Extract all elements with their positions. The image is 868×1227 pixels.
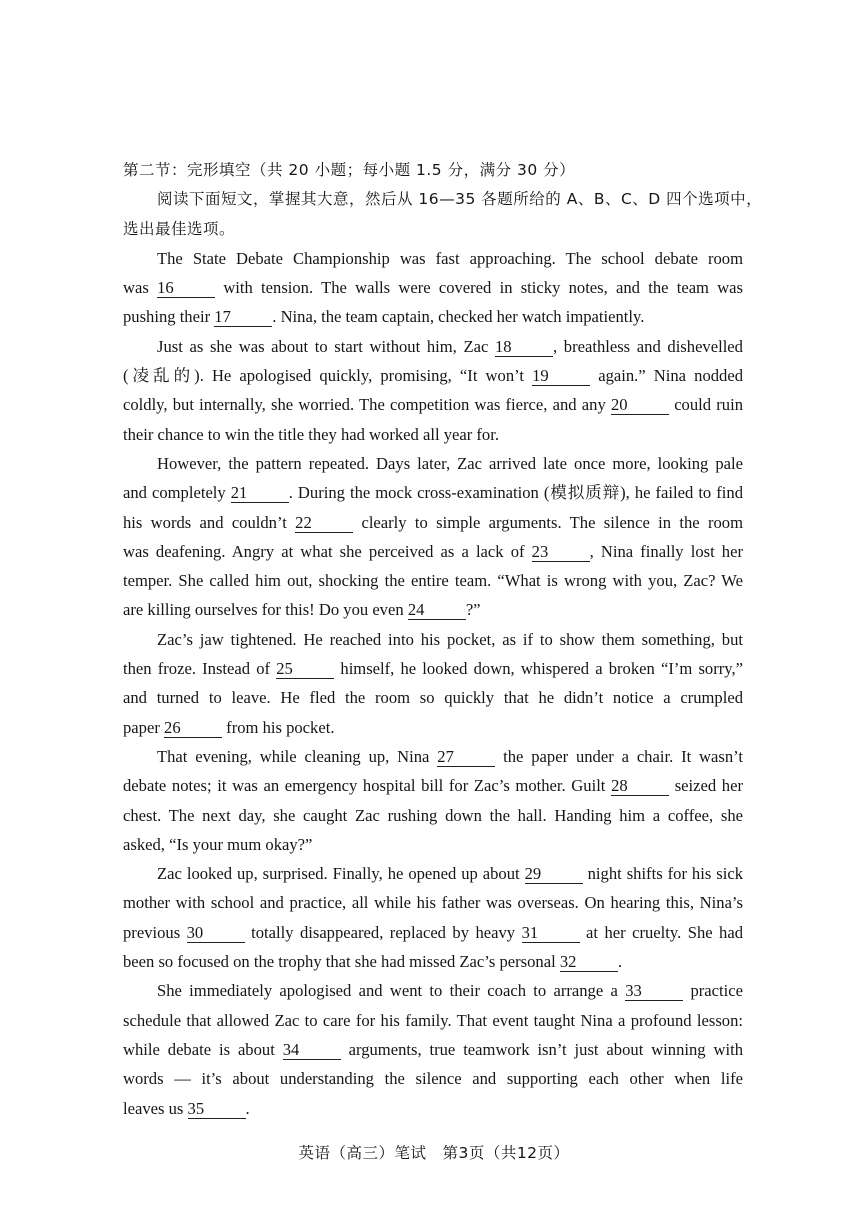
passage-line: coldly, but internally, she worried. The competition was fierce, and any 20 could ruin <box>123 395 743 415</box>
blank-35: 35 <box>188 1100 246 1119</box>
blank-18: 18 <box>495 338 553 357</box>
passage-line: their chance to win the title they had worked all year for. <box>123 424 499 444</box>
blank-26: 26 <box>164 719 222 738</box>
passage-line: asked, “Is your mum okay?” <box>123 834 313 854</box>
passage-line: and turned to leave. He fled the room so quickly that he didn’t notice a crumpled <box>123 688 743 708</box>
blank-20: 20 <box>611 396 669 415</box>
passage-line: while debate is about 34 arguments, true teamwork isn’t just about winning with <box>123 1039 743 1059</box>
passage-line: schedule that allowed Zac to care for his family. That event taught Nina a profound lesson: <box>123 1010 743 1030</box>
blank-24: 24 <box>408 601 466 620</box>
passage-line: been so focused on the trophy that she had missed Zac’s personal 32 . <box>123 952 623 972</box>
passage-line: are killing ourselves for this! Do you even 24 ?” <box>123 600 481 620</box>
passage-line: pushing their 17 . Nina, the team captain, checked her watch impatiently. <box>123 307 645 327</box>
page-footer: 英语（高三）笔试 第3页（共12页） <box>298 1144 570 1162</box>
passage-line: previous 30 totally disappeared, replaced by heavy 31 at her cruelty. She had <box>123 922 744 942</box>
passage-line: paper 26 from his pocket. <box>123 717 335 737</box>
passage-line: (凌乱的). He apologised quickly, promising, “It won’t 19 again.” Nina nodded <box>123 366 743 386</box>
passage-line: words — it’s about understanding the silence and supporting each other when life <box>123 1069 743 1089</box>
passage-line: was 16 with tension. The walls were covered in sticky notes, and the team was <box>123 278 744 298</box>
passage-line: Zac looked up, surprised. Finally, he opened up about 29 night shifts for his sick <box>157 864 744 884</box>
blank-25: 25 <box>276 660 334 679</box>
blank-27: 27 <box>437 748 495 767</box>
cloze-section <box>123 156 763 1123</box>
blank-23: 23 <box>532 543 590 562</box>
passage-line: She immediately apologised and went to their coach to arrange a 33 practice <box>157 981 743 1001</box>
blank-34: 34 <box>283 1041 341 1060</box>
instruction-line: 阅读下面短文，掌握其大意，然后从 16—35 各题所给的 A、B、C、D 四个选项中， <box>157 190 763 209</box>
passage-line: mother with school and practice, all while his father was overseas. On hearing this, Nina’s <box>123 893 743 913</box>
passage-line: The State Debate Championship was fast approaching. The school debate room <box>157 248 743 268</box>
passage-line: That evening, while cleaning up, Nina 27 the paper under a chair. It wasn’t <box>157 746 743 766</box>
blank-28: 28 <box>611 777 669 796</box>
blank-30: 30 <box>187 924 245 943</box>
passage-line: and completely 21 . During the mock cross-examination (模拟质辩), he failed to find <box>123 483 743 503</box>
blank-17: 17 <box>214 308 272 327</box>
blank-29: 29 <box>525 865 583 884</box>
passage-line: Just as she was about to start without him, Zac 18 , breathless and dishevelled <box>157 336 743 356</box>
blank-31: 31 <box>522 924 580 943</box>
blank-22: 22 <box>295 514 353 533</box>
blank-21: 21 <box>231 484 289 503</box>
passage-line: debate notes; it was an emergency hospital bill for Zac’s mother. Guilt 28 seized her <box>123 776 743 796</box>
passage-line: was deafening. Angry at what she perceived as a lack of 23 , Nina finally lost her <box>123 541 743 561</box>
blank-33: 33 <box>625 982 683 1001</box>
passage-line: leaves us 35 . <box>123 1098 250 1118</box>
blank-19: 19 <box>532 367 590 386</box>
passage-line: Zac’s jaw tightened. He reached into his pocket, as if to show them something, but <box>157 629 743 649</box>
passage-line: chest. The next day, she caught Zac rushing down the hall. Handing him a coffee, she <box>123 805 743 825</box>
blank-32: 32 <box>560 953 618 972</box>
passage-line: his words and couldn’t 22 clearly to simple arguments. The silence in the room <box>123 512 743 532</box>
passage-line: However, the pattern repeated. Days later, Zac arrived late once more, looking pale <box>157 453 743 473</box>
blank-16: 16 <box>157 279 215 298</box>
passage-line: then froze. Instead of 25 himself, he looked down, whispered a broken “I’m sorry,” <box>123 659 743 679</box>
section-heading: 第二节：完形填空（共 20 小题；每小题 1.5 分，满分 30 分） <box>123 161 576 179</box>
instruction-line: 选出最佳选项。 <box>123 219 236 238</box>
passage-line: temper. She called him out, shocking the entire team. “What is wrong with you, Zac? We <box>123 571 743 591</box>
